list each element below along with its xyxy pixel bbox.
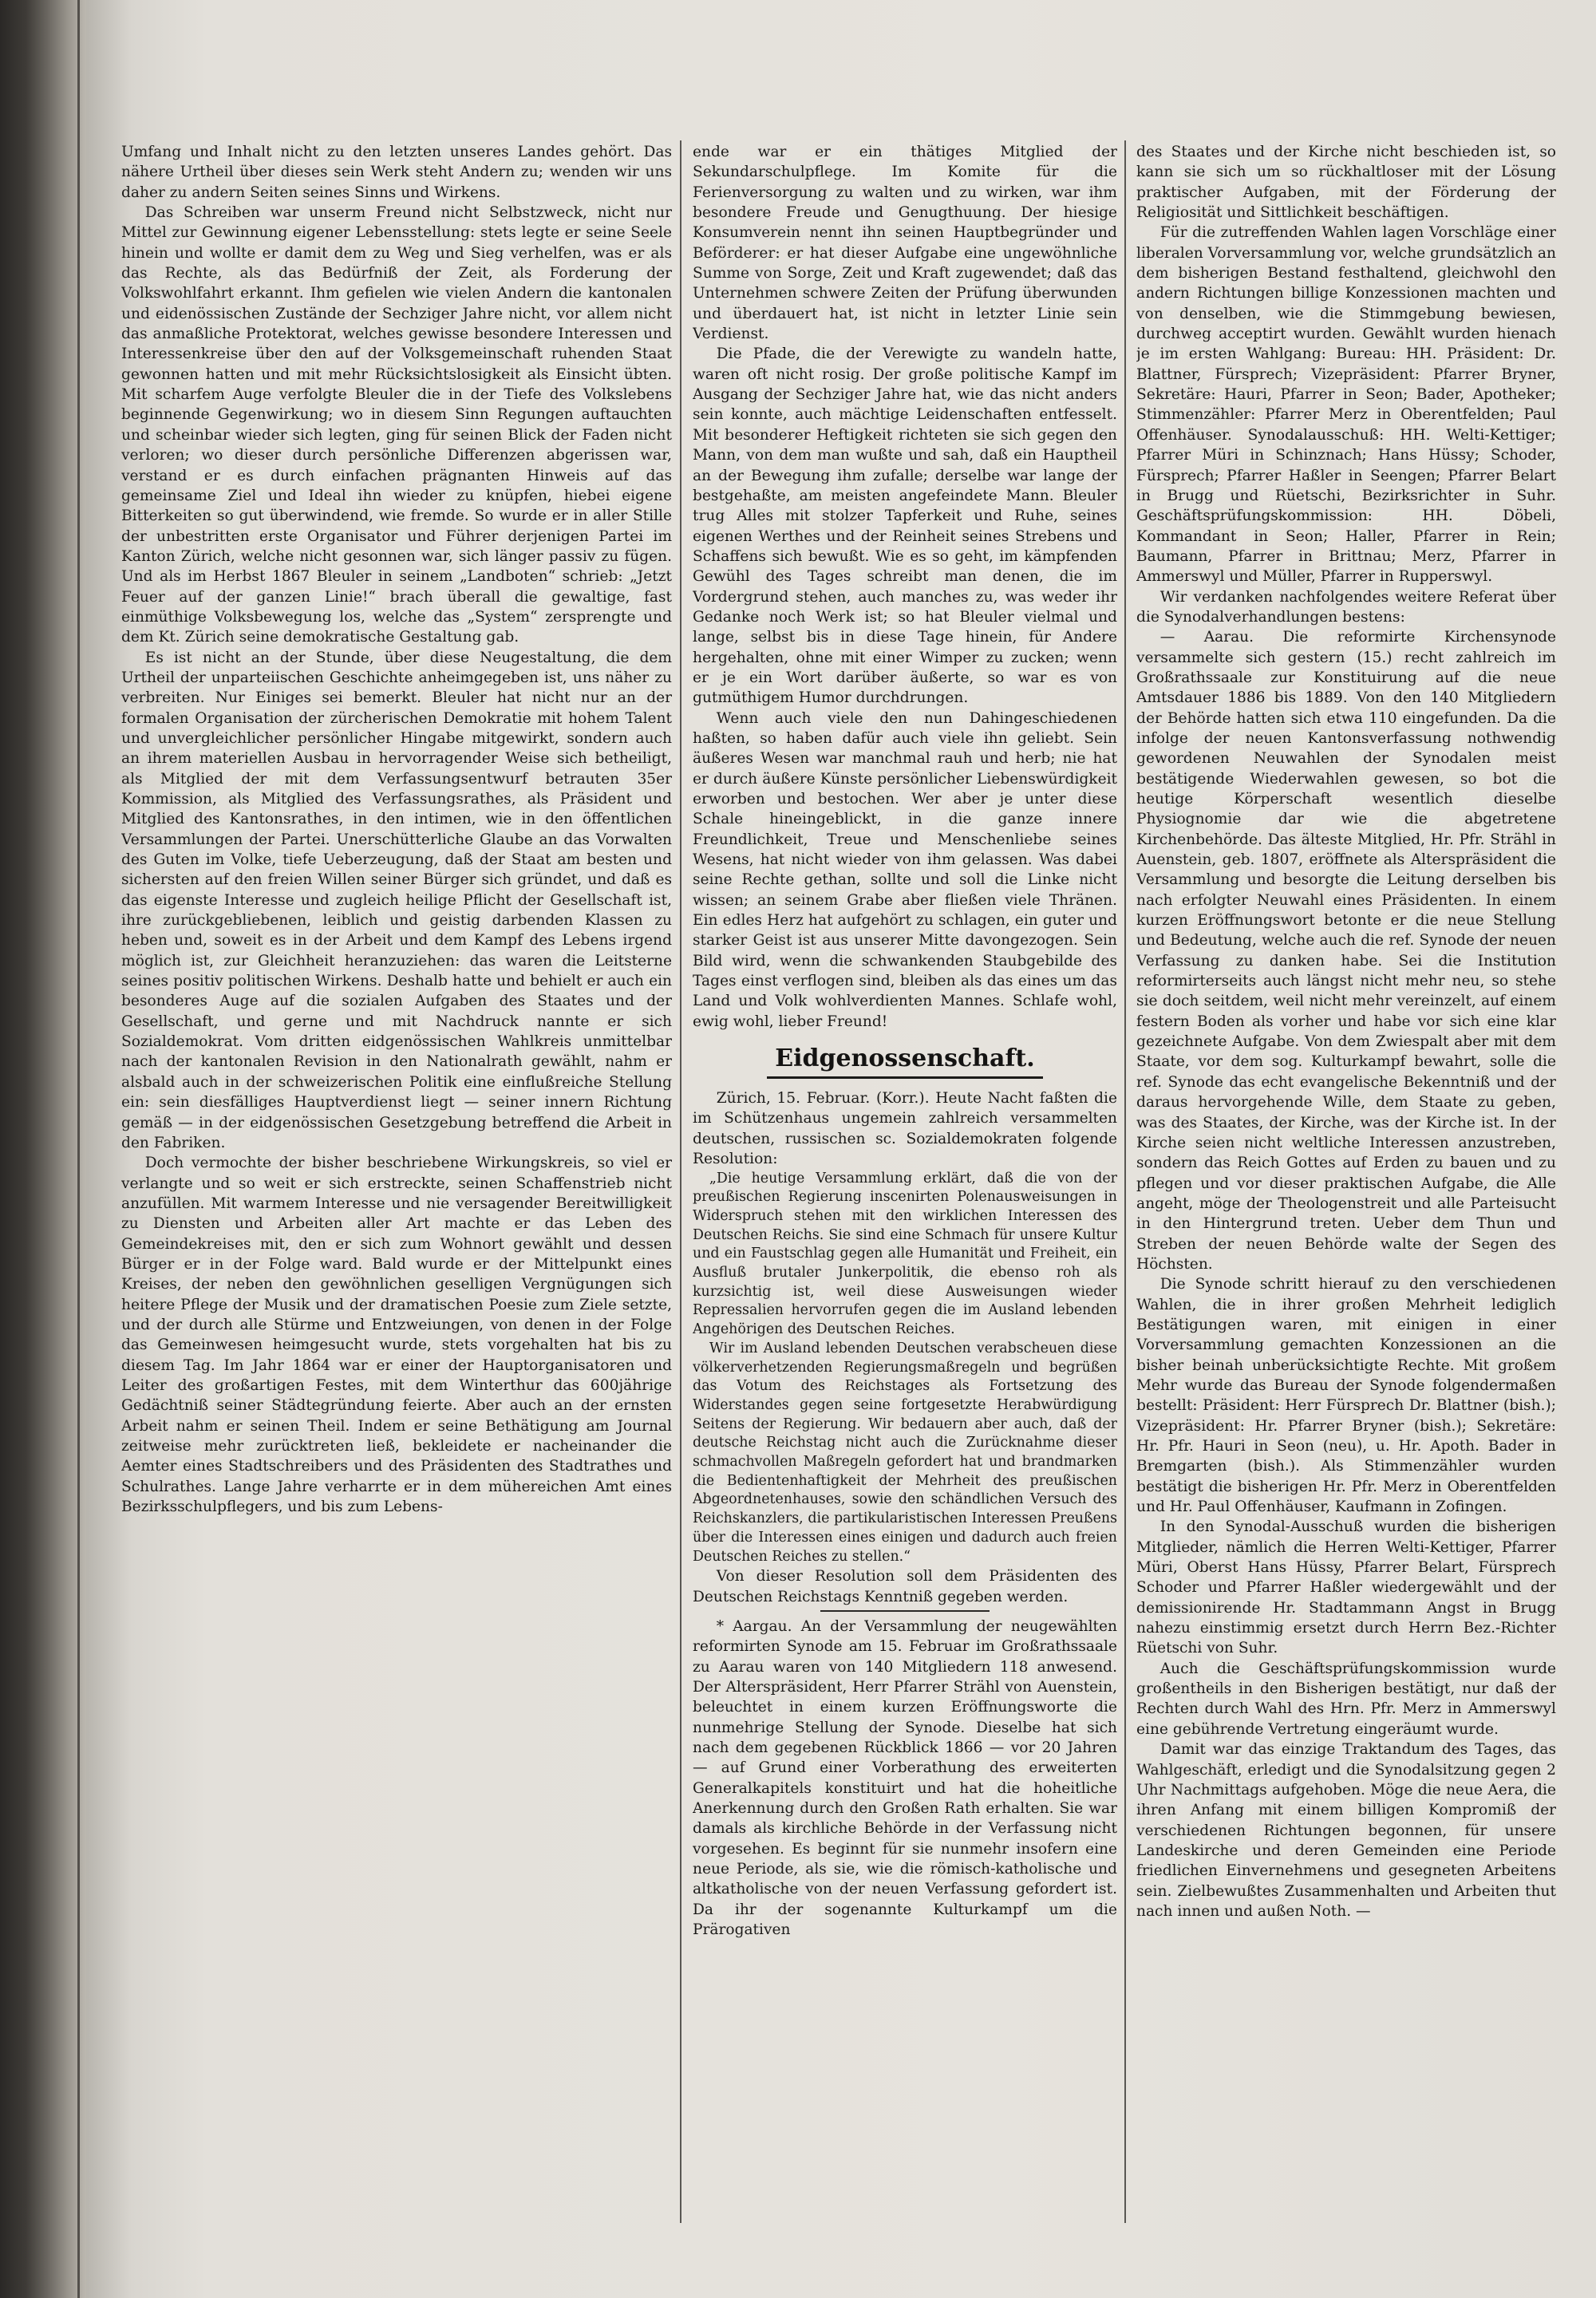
item-separator xyxy=(820,1610,990,1612)
paragraph: Es ist nicht an der Stunde, über diese Neugestaltung, die dem Urtheil der unparteiischen Geschichte anheimgegeben ist, uns näher zu verbreiten. Nur Einiges sei bemerkt. Bleuler hat nicht nur an der formalen Organisation der zürcherischen Demokratie mit hohem Talent und unvergleichlicher persönlicher Hingabe mitgewirkt, sondern auch an ihrem materiellen Ausbau in hervorragender Weise sich betheiligt, als Mitglied der mit dem Verfassungsentwurf betrauten 35er Kommission, als Mitglied des Verfassungsrathes, als Präsident und Mitglied des Kantonsrathes, in den intimen, wie in den öffentlichen Versammlungen der Partei. Unerschütterliche Glaube an das Vorwalten des Guten im Volke, tiefe Ueberzeugung, daß der Staat am besten und sichersten auf den freien Willen seiner Bürger sich gründet, und daß es das eigenste Interesse und zugleich heilige Pflicht der Gesellschaft ist, ihre zurückgebliebenen, leiblich und geistig darbenden Klassen zu heben und, soweit es in der Arbeit und dem Kampf des Lebens irgend möglich ist, zur Gleichheit heranzuziehen: das waren die Leitsterne seines positiv politischen Wirkens. Deshalb hatte und behielt er auch ein besonderes Auge auf die sozialen Aufgaben des Staates und der Gesellschaft, und gerne und mit Nachdruck nannte er sich Sozialdemokrat. Vom dritten eidgenössischen Wahlkreis unmittelbar nach der kantonalen Revision in den Nationalrath gewählt, nahm er alsbald auch in der schweizerischen Politik eine einflußreiche Stellung ein: sein diesfälliges Hauptverdienst liegt — seiner innern Richtung gemäß — in der eidgenössischen Gesetzgebung betreffend die Arbeit in den Fabriken. xyxy=(121,649,672,1151)
paragraph: Das Schreiben war unserm Freund nicht Selbstzweck, nicht nur Mittel zur Gewinnung eigener Lebensstellung: stets legte er seine Seele hinein und wollte er damit dem zu Weg und Sieg verhelfen, was er als das Rechte, als das Bedürfniß der Zeit, als Forderung der Volkswohlfahrt erkannt. Ihm gefielen wie vielen Andern die kantonalen und eidenössischen Zustände der Sechziger Jahre nicht, vor allem nicht das anmaßliche Protektorat, welches gewisse besondere Interessen und Interessenkreise über den auf der Volksgemeinschaft ruhenden Staat gewonnen hatten und mit mehr Rücksichtslosigkeit als Einsicht übten. Mit scharfem Auge verfolgte Bleuler die in der Tiefe des Volkslebens beginnende Gegenwirkung; wo in diesem Sinn Regungen auftauchten und scheinbar wieder sich legten, ging für seinen Blick der Faden nicht verloren; wo dieser durch persönliche Differenzen abgerissen war, verstand er es durch einfachen prägnanten Hinweis auf das gemeinsame Ziel und Ideal ihn wieder zu knüpfen, hiebei eigene Bitterkeiten so gut überwindend, wie fremde. So wurde er in aller Stille der unbestritten erste Organisator und Führer derjenigen Partei im Kanton Zürich, welche nicht gesonnen war, sich länger passiv zu fügen. Und als im Herbst 1867 Bleuler in seinem „Landboten“ schrieb: „Jetzt Feuer auf der ganzen Linie!“ brach überall die gewaltige, fast einmüthige Volksbewegung los, welche das „System“ zersprengte und dem Kt. Zürich seine demokratische Gestaltung gab. xyxy=(121,204,672,646)
paragraph: ende war er ein thätiges Mitglied der Sekundarschulpflege. Im Komite für die Ferienversorgung zu walten und zu wirken, war ihm besondere Freude und Genugthuung. Der hiesige Konsumverein nennt ihn seinen Hauptbegründer und Beförderer: er hat dieser Aufgabe eine ungewöhnliche Summe von Sorge, Zeit und Kraft zugewendet; daß das Unternehmen schwere Zeiten der Prüfung überwunden und überdauert hat, ist nicht in letzter Linie sein Verdienst. xyxy=(693,144,1117,343)
paragraph: Umfang und Inhalt nicht zu den letzten unseres Landes gehört. Das nähere Urtheil über dieses sein Werk steht Andern zu; wenden wir uns daher zu andern Seiten seines Sinns und Wirkens. xyxy=(121,144,672,201)
paragraph: — Aarau. Die reformirte Kirchensynode versammelte sich gestern (15.) recht zahlreich im Großrathssaale zur Konstituirung auf die neue Amtsdauer 1886 bis 1889. Von den 140 Mitgliedern der Behörde hatten sich etwa 110 eingefunden. Da die infolge der neuen Kantonsverfassung nothwendig gewordenen Neuwahlen der Synodalen meist bestätigende Wiederwahlen gewesen, so bot die heutige Körperschaft wesentlich dieselbe Physiognomie dar wie die abgetretene Kirchenbehörde. Das älteste Mitglied, Hr. Pfr. Strähl in Auenstein, geb. 1807, eröffnete als Alterspräsident die Versammlung und besorgte die Leitung derselben bis nach erfolgter Neuwahl eines Präsidenten. In einem kurzen Eröffnungswort betonte er die neue Stellung und Bedeutung, welche auch die ref. Synode der neuen Verfassung zu danken habe. Sei die Institution reformirterseits auch längst nicht mehr neu, so stehe sie doch seitdem, weil nicht mehr vereinzelt, auf einem festern Boden als vorher und habe vor sich eine klar gezeichnete Aufgabe. Von dem Zwiespalt aber mit dem Staate, vor dem sog. Kulturkampf bewahrt, solle die ref. Synode das echt evangelische Bekenntniß und der daraus hervorgehende Wille, dem Staate zu geben, was des Staates, der Kirche, was der Kirche ist. In der Kirche seien nicht weltliche Interessen anzustreben, sondern das Reich Gottes auf Erden zu bauen und zu pflegen und vor dieser praktischen Aufgabe, die Alle angeht, möge der Theologenstreit und alle Parteisucht in den Hintergrund treten. Ueber dem Thun und Streben der neuen Behörde walte der Segen des Höchsten. xyxy=(1136,629,1556,1273)
column-rule-1 xyxy=(680,140,681,2223)
news-item-aargau: * Aargau. An der Versammlung der neugewählten reformirten Synode am 15. Februar im Großrathssaale zu Aarau waren von 140 Mitgliedern 118 anwesend. Der Alterspräsident, Herr Pfarrer Strähl von Auenstein, beleuchtet in einem kurzen Eröffnungsworte die nunmehrige Stellung der Synode. Dieselbe hat sich nach dem gegebenen Rückblick 1866 — vor 20 Jahren — auf Grund einer Vorberathung des erweiterten Generalkapitels konstituirt und hat die hoheitliche Anerkennung durch den Großen Rath erhalten. Sie war damals als kirchliche Behörde in der Verfassung nicht vorgesehen. Es beginnt für sie nunmehr insofern eine neue Periode, als sie, wie die römisch-katholische und altkatholische von der neuen Verfassung gefordert ist. Da ihr der sogenannte Kulturkampf um die Prärogativen xyxy=(693,1617,1117,1939)
column-rule-2 xyxy=(1124,140,1126,2223)
section-heading-text: Eidgenossenschaft. xyxy=(767,1043,1042,1079)
paragraph: Doch vermochte der bisher beschriebene Wirkungskreis, so viel er verlangte und so weit er sich erstreckte, seinen Schaffenstrieb nicht anzufüllen. Mit warmem Interesse und nie versagender Bereitwilligkeit zu Diensten und Arbeiten aller Art machte er das Leben des Gemeindekreises mit, den er sich zum Wohnort gewählt und dessen Bürger er in der Folge ward. Bald wurde er der Mittelpunkt eines Kreises, der neben den gewöhnlichen geselligen Vergnügungen sich heitere Pflege der Musik und der dramatischen Poesie zum Ziele setzte, und der durch alle Stürme und Entzweiungen, von denen in der Folge das Gemeinwesen heimgesucht wurde, stets vorgehalten hat bis zu diesem Tag. Im Jahr 1864 war er einer der Hauptorganisatoren und Leiter des großartigen Festes, mit dem Winterthur das 600jährige Gedächtniß seiner Städtegründung feierte. Aber auch an der ernsten Arbeit nahm er seinen Theil. Indem er seine Bethätigung am Journal zeitweise mehr zurücktreten ließ, bekleidete er nacheinander die Aemter eines Stadtschreibers und des Präsidenten des Stadtrathes und Schulrathes. Lange Jahre verharrte er in dem mühereichen Amt eines Bezirksschulpflegers, und bis zum Lebens- xyxy=(121,1155,672,1516)
column-3 xyxy=(1136,142,1556,2249)
news-item-zuerich: Zürich, 15. Februar. (Korr.). Heute Nacht faßten die im Schützenhaus ungemein zahlreich versammelten deutschen, russischen sc. Sozialdemokraten folgende Resolution: xyxy=(693,1090,1117,1168)
paragraph: Von dieser Resolution soll dem Präsidenten des Deutschen Reichstags Kenntniß gegeben werden. xyxy=(693,1568,1117,1605)
paragraph: Wenn auch viele den nun Dahingeschiedenen haßten, so haben dafür auch viele ihn geliebt. Sein äußeres Wesen war manchmal rauh und herb; nie hat er durch äußere Künste persönlicher Liebenswürdigkeit erworben und bestochen. Wer aber je unter diese Schale hineingeblickt, in die ganze innere Freundlichkeit, Treue und Menschenliebe seines Wesens, hat nicht wieder von ihm gelassen. Was dabei seine Rechte gethan, sollte und soll die Linke nicht wissen; an seinem Grabe aber fließen viele Thränen. Ein edles Herz hat aufgehört zu schlagen, ein guter und starker Geist ist aus unserer Mitte davongezogen. Sein Bild wird, wenn die schwankenden Staubgebilde des Tages einst verflogen sind, bleiben als das eines um das Land und Volk wohlverdienten Mannes. Schlafe wohl, ewig wohl, lieber Freund! xyxy=(693,709,1117,1030)
book-binding-edge xyxy=(0,0,86,2298)
resolution-text: „Die heutige Versammlung erklärt, daß die von der preußischen Regierung inscenirten Polenausweisungen in Widerspruch stehen mit den wirklichen Interessen des Deutschen Reichs. Sie sind eine Schmach für unsere Kultur und ein Faustschlag gegen alle Humanität und Freiheit, ein Ausfluß brutaler Junkerpolitik, die ebenso roh als kurzsichtig ist, weil diese Ausweisungen wieder Repressalien hervorrufen gegen die im Ausland lebenden Angehörigen des Deutschen Reiches. xyxy=(693,1170,1117,1338)
paragraph: Auch die Geschäftsprüfungskommission wurde großentheils in den Bisherigen bestätigt, nur daß der Rechten durch Wahl des Hrn. Pfr. Merz in Ammerswyl eine gebührende Vertretung eingeräumt wurde. xyxy=(1136,1660,1556,1738)
paragraph: In den Synodal-Ausschuß wurden die bisherigen Mitglieder, nämlich die Herren Welti-Kettiger, Pfarrer Müri, Oberst Hans Hüssy, Pfarrer Belart, Fürsprech Schoder und Pfarrer Haßler wiedergewählt und der demissionirende Hr. Stadtammann Angst in Brugg nahezu einstimmig ersetzt durch Herrn Bez.-Richter Rüetschi von Suhr. xyxy=(1136,1518,1556,1657)
paragraph: Für die zutreffenden Wahlen lagen Vorschläge einer liberalen Vorversammlung vor, welche grundsätzlich an dem bisherigen Bestand festhaltend, gleichwohl den andern Richtungen billige Konzessionen machten und von denselben, wie die Stimmgebung bewiesen, durchweg acceptirt wurden. Gewählt wurden hienach je im ersten Wahlgang: Bureau: HH. Präsident: Dr. Blattner, Fürsprech; Vizepräsident: Pfarrer Bryner, Sekretäre: Hauri, Pfarrer in Seon; Bader, Apotheker; Stimmenzähler: Pfarrer Merz in Oberentfelden; Paul Offenhäuser. Synodalausschuß: HH. Welti-Kettiger; Pfarrer Müri in Schinznach; Hans Hüssy; Schoder, Fürsprech; Pfarrer Haßler in Seengen; Pfarrer Belart in Brugg und Rüetschi, Bezirksrichter in Suhr. Geschäftsprüfungskommission: HH. Döbeli, Kommandant in Seon; Haller, Pfarrer in Rein; Baumann, Pfarrer in Brittnau; Merz, Pfarrer in Ammerswyl und Müller, Pfarrer in Rupperswyl. xyxy=(1136,224,1556,586)
paragraph: Wir verdanken nachfolgendes weitere Referat über die Synodalverhandlungen bestens: xyxy=(1136,588,1556,626)
column-2 xyxy=(693,142,1117,2249)
column-1 xyxy=(121,142,672,2249)
resolution-text: Wir im Ausland lebenden Deutschen verabscheuen diese völkerverhetzenden Regierungsmaßregeln und begrüßen das Votum des Reichstages als Fortsetzung des Widerstandes gegen seine fortgesetzte Herabwürdigung Seitens der Regierung. Wir bedauern aber auch, daß der deutsche Reichstag nicht auch die Zurücknahme dieser schmachvollen Maßregeln gefordert hat und brandmarken die Bedientenhaftigkeit der Mehrheit des preußischen Abgeordnetenhauses, sowie den schändlichen Versuch des Reichskanzlers, die partikularistischen Interessen Preußens über die Interessen eines einigen und dadurch auch freien Deutschen Reiches zu stellen.“ xyxy=(693,1340,1117,1565)
paragraph: Die Pfade, die der Verewigte zu wandeln hatte, waren oft nicht rosig. Der große politische Kampf im Ausgang der Sechziger Jahre hat, wie das nicht anders sein konnte, auch mächtige Leidenschaften entfesselt. Mit besonderer Heftigkeit richteten sie sich gegen den Mann, von dem man wußte und sah, daß ein Hauptheil an der Bewegung ihm zufalle; derselbe war lange der bestgehaßte, am meisten angefeindete Mann. Bleuler trug Alles mit stolzer Tapferkeit und Ruhe, seines eigenen Werthes und der Reinheit seines Strebens und Schaffens sich bewußt. Wie es so geht, im kämpfenden Gewühl des Tages schreibt man denen, die im Vordergrund stehen, auch manches zu, was weder ihr Gedanke noch Werk ist; so hat Bleuler vielmal und lange, selbst bis in diese Tage hinein, für Andere hergehalten, ohne mit einer Wimper zu zucken; wenn er je ein Wort darüber äußerte, so war es von gutmüthigem Humor durchdrungen. xyxy=(693,345,1117,707)
paragraph: des Staates und der Kirche nicht beschieden ist, so kann sie sich um so rückhaltloser mit der Lösung praktischer Aufgaben, mit der Förderung der Religiosität und Sittlichkeit beschäftigen. xyxy=(1136,144,1556,222)
paragraph: Die Synode schritt hierauf zu den verschiedenen Wahlen, die in ihrer großen Mehrheit lediglich Bestätigungen waren, mit einigen in einer Vorversammlung gemachten Konzessionen an die bisher beinah unberücksichtigte Rechte. Mit großem Mehr wurde das Bureau der Synode folgendermaßen bestellt: Präsident: Herr Fürsprech Dr. Blattner (bish.); Vizepräsident: Hr. Pfarrer Bryner (bish.); Sekretäre: Hr. Pfr. Hauri in Seon (neu), u. Hr. Apoth. Bader in Bremgarten (bish.). Als Stimmenzähler wurden bestätigt die bisherigen Hr. Pfr. Merz in Oberentfelden und Hr. Paul Offenhäuser, Kaufmann in Zofingen. xyxy=(1136,1276,1556,1516)
section-heading xyxy=(693,1043,1117,1079)
paragraph: Damit war das einzige Traktandum des Tages, das Wahlgeschäft, erledigt und die Synodalsitzung gegen 2 Uhr Nachmittags aufgehoben. Möge die neue Aera, die ihren Anfang mit einem billigen Kompromiß der verschiedenen Richtungen begonnen, für unsere Landeskirche und deren Gemeinden eine Periode friedlichen Einvernehmens und gesegneten Arbeitens sein. Zielbewußtes Zusammenhalten und Arbeiten thut nach innen und außen Noth. — xyxy=(1136,1741,1556,1920)
